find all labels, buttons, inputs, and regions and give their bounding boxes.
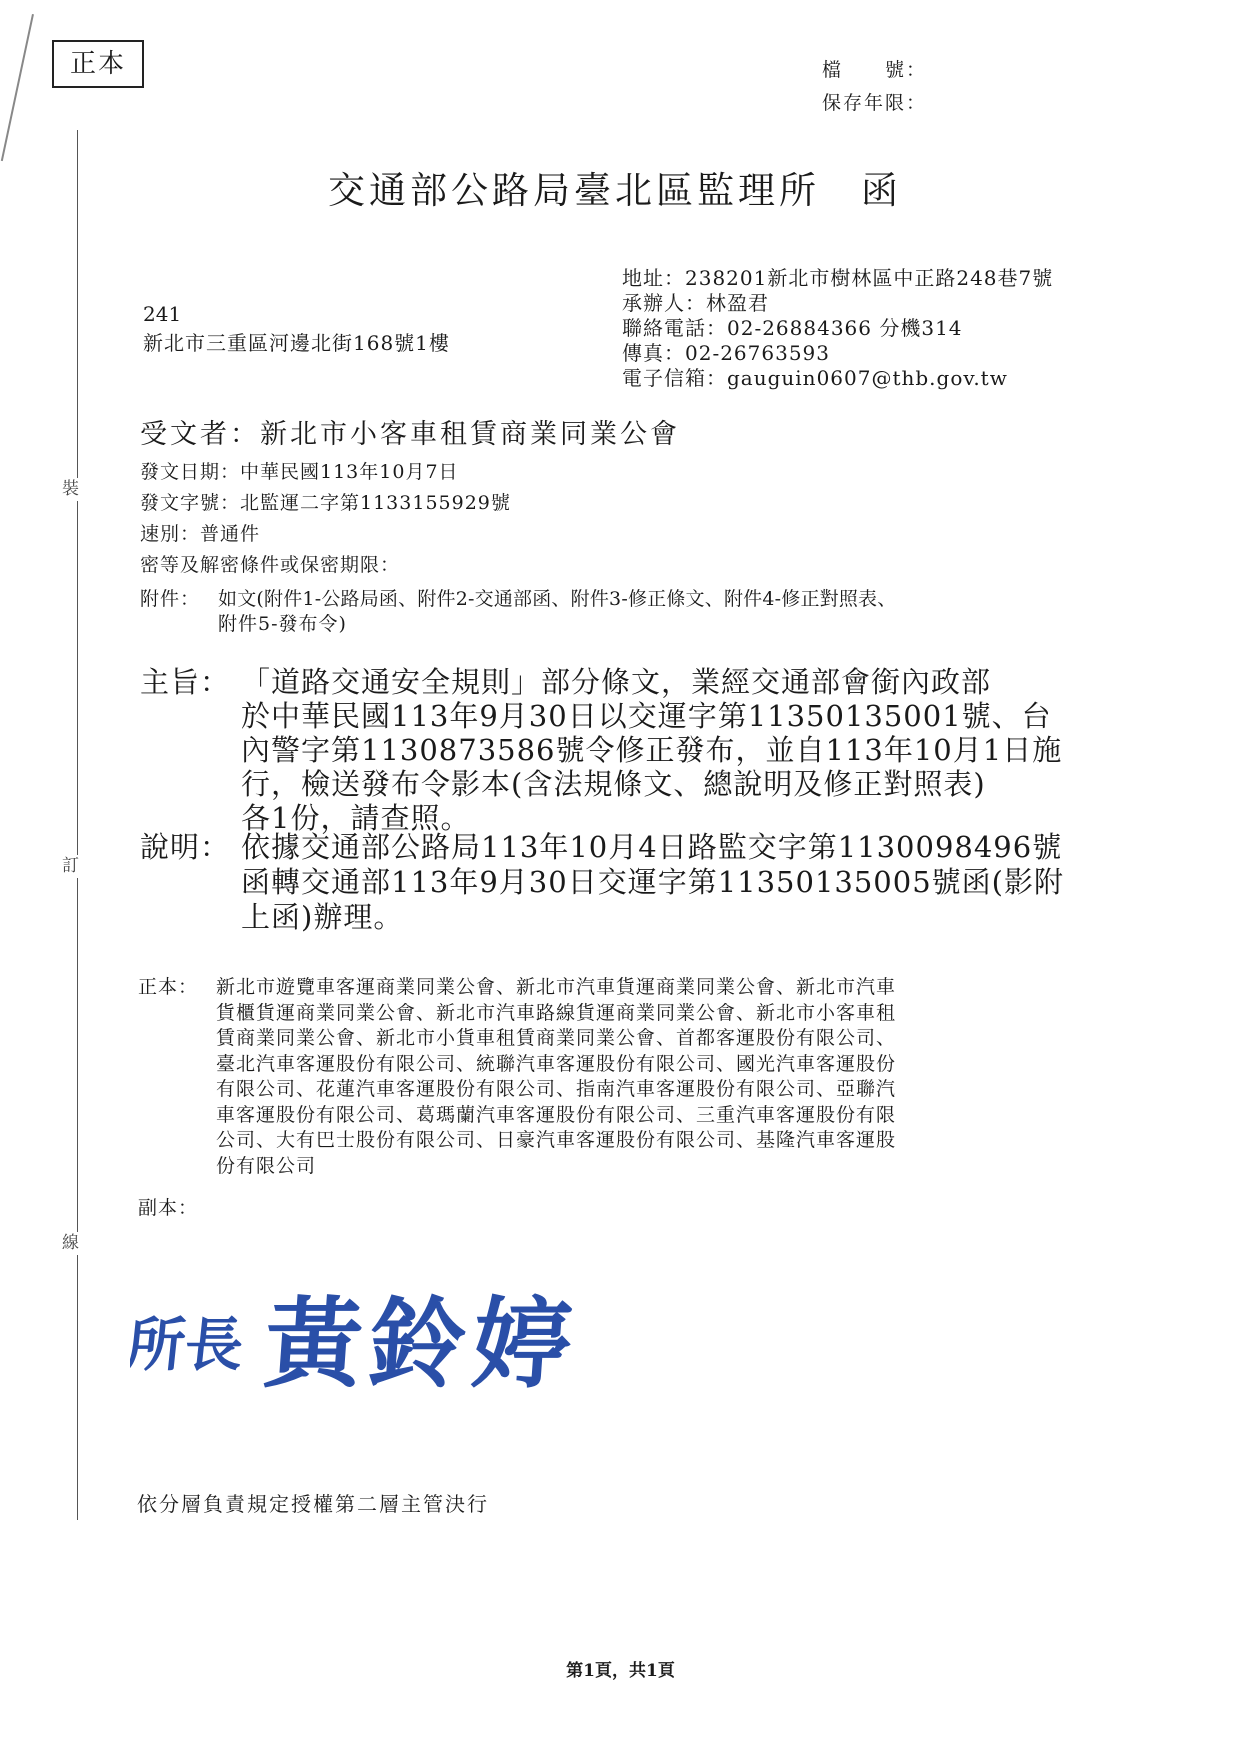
recipient-line: 份有限公司	[216, 1154, 317, 1177]
sender-contact: 承辦人：林盈君	[622, 291, 769, 315]
signature-title: 所長	[130, 1310, 247, 1379]
recipient-line: 貨櫃貨運商業同業公會、新北市汽車路線貨運商業同業公會、新北市小客車租	[216, 1001, 897, 1024]
recipient-line: 新北市遊覽車客運商業同業公會、新北市汽車貨運商業同業公會、新北市汽車	[216, 976, 897, 998]
binding-char-xian: 線	[62, 1233, 79, 1253]
attachments-line-1: 如文(附件1-公路局函、附件2-交通部函、附件3-修正條文、附件4-修正對照表、	[218, 588, 897, 610]
recipient-line: 有限公司、花蓮汽車客運股份有限公司、指南汽車客運股份有限公司、亞聯汽	[216, 1078, 897, 1100]
sender-fax: 傳真：02-26763593	[622, 341, 831, 365]
sender-address: 地址：238201新北市樹林區中正路248巷7號	[622, 266, 1054, 290]
sender-email: 電子信箱：gauguin0607@thb.gov.tw	[622, 366, 1008, 390]
explanation-line: 函轉交通部113年9月30日交運字第11350135005號函(影附	[241, 865, 1064, 899]
subject-line: 各1份，請查照。	[241, 801, 471, 835]
recipient-line: 公司、大有巴士股份有限公司、日豪汽車客運股份有限公司、基隆汽車客運股	[216, 1129, 897, 1151]
explanation-line: 上函)辦理。	[241, 900, 404, 934]
binding-char-ding: 訂	[62, 856, 79, 876]
original-recipients-label: 正本：	[138, 976, 199, 998]
binding-line	[77, 130, 78, 1520]
recipient-line: 賃商業同業公會、新北市小貨車租賃商業同業公會、首都客運股份有限公司、	[216, 1027, 897, 1049]
file-number-label: 檔 號：	[822, 59, 928, 81]
attachments-line-2: 附件5-發布令)	[218, 613, 347, 635]
signature-name: 黃鈴婷	[260, 1287, 581, 1400]
subject-label: 主旨：	[140, 665, 231, 699]
receiver: 受文者：新北市小客車租賃商業同業公會	[140, 419, 680, 450]
subject-line: 於中華民國113年9月30日以交運字第11350135001號、台	[241, 699, 1052, 733]
explanation-label: 說明：	[140, 830, 231, 864]
subject-line: 內警字第1130873586號令修正發布，並自113年10月1日施	[241, 733, 1063, 767]
recipient-line: 臺北汽車客運股份有限公司、統聯汽車客運股份有限公司、國光汽車客運股份	[216, 1052, 897, 1075]
copy-recipients-label: 副本：	[138, 1197, 199, 1219]
retention-label: 保存年限：	[822, 92, 928, 114]
stamp-label: 正本	[69, 49, 126, 79]
scan-mark	[1, 14, 34, 161]
authorization-note: 依分層負責規定授權第二層主管決行	[137, 1492, 489, 1516]
subject-line: 「道路交通安全規則」部分條文，業經交通部會銜內政部	[241, 665, 992, 699]
document-title: 交通部公路局臺北區監理所 函	[328, 169, 902, 212]
binding-char-zhuang: 裝	[62, 479, 79, 499]
director-signature	[130, 1270, 610, 1400]
attachments-label: 附件：	[140, 588, 201, 610]
recipient-address: 新北市三重區河邊北街168號1樓	[143, 331, 450, 355]
recipient-postcode: 241	[143, 302, 182, 326]
original-copy-stamp	[52, 40, 144, 88]
original-recipients	[216, 975, 1098, 1179]
delivery-speed: 速別：普通件	[140, 523, 261, 545]
document-number: 發文字號：北監運二字第1133155929號	[140, 492, 511, 514]
explanation-line: 依據交通部公路局113年10月4日路監交字第1130098496號	[241, 830, 1063, 864]
issue-date: 發文日期：中華民國113年10月7日	[140, 461, 459, 483]
page-number: 第1頁，共1頁	[566, 1661, 675, 1681]
sender-phone: 聯絡電話：02-26884366 分機314	[622, 316, 963, 340]
subject-line: 行，檢送發布令影本(含法規條文、總說明及修正對照表)	[241, 767, 986, 801]
secrecy-level: 密等及解密條件或保密期限：	[140, 554, 401, 576]
recipient-line: 車客運股份有限公司、葛瑪蘭汽車客運股份有限公司、三重汽車客運股份有限	[216, 1103, 897, 1126]
distribution-list	[138, 975, 1098, 1179]
